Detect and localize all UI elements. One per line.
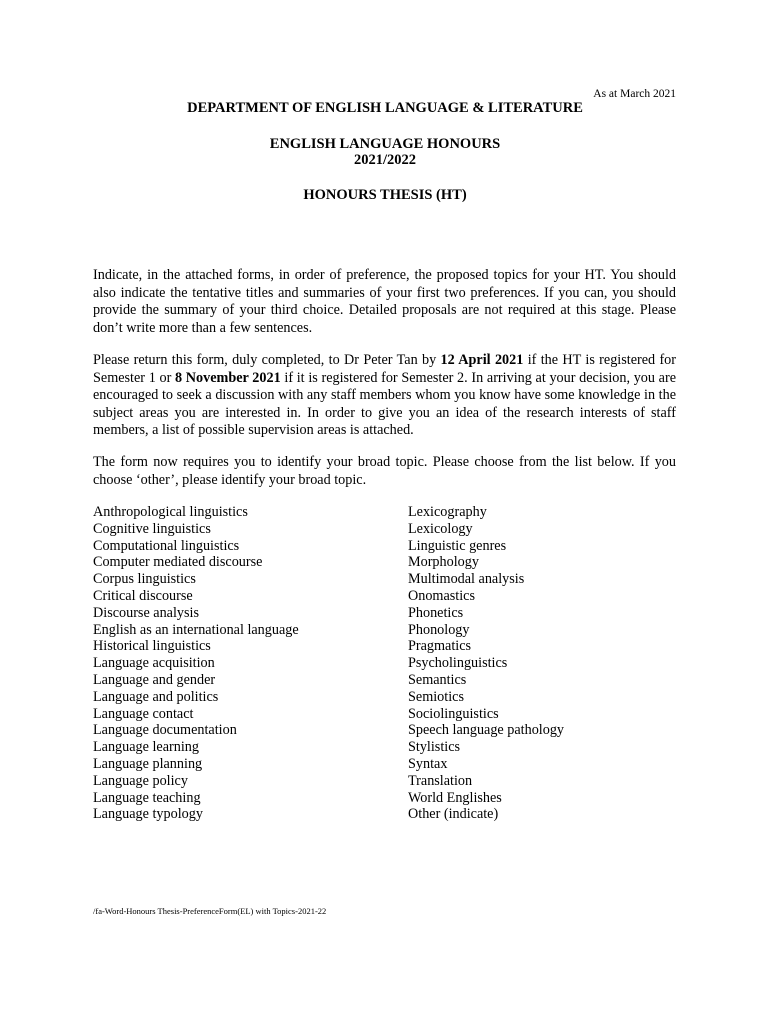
- programme-title: ENGLISH LANGUAGE HONOURS: [269, 136, 501, 152]
- topic-item: Historical linguistics: [93, 638, 211, 655]
- topic-item: Semiotics: [408, 688, 464, 705]
- submission-text-3: if it is registered for Semester 2. In arriving at your decision, you are encouraged to seek a discussion with any staff members whom you know have some knowledge in the subject areas you are interested in. In order to give you an idea of the research interests of staff members, a list of possible supervision areas is attached.: [93, 369, 676, 439]
- thesis-title: HONOURS THESIS (HT): [303, 187, 467, 203]
- semester1-deadline: 12 April 2021: [440, 352, 524, 368]
- topic-list-left: [93, 504, 299, 823]
- topic-item: Language learning: [93, 739, 199, 756]
- topic-item: Computational linguistics: [93, 537, 240, 554]
- topic-item: Language teaching: [93, 789, 201, 806]
- academic-year: 2021/2022: [353, 152, 417, 168]
- topic-item: Psycholinguistics: [408, 655, 508, 672]
- topic-item: Onomastics: [408, 587, 475, 604]
- submission-text-1: Please return this form, duly completed, to Dr Peter Tan by: [93, 352, 441, 368]
- topic-item: Language and gender: [93, 671, 216, 688]
- topic-item: Speech language pathology: [408, 722, 565, 739]
- department-title: DEPARTMENT OF ENGLISH LANGUAGE & LITERATURE: [187, 100, 583, 116]
- topic-item: Language documentation: [93, 722, 237, 739]
- topic-item: Language acquisition: [93, 655, 215, 672]
- topic-item: Semantics: [408, 671, 467, 688]
- topic-item: Language planning: [93, 755, 203, 772]
- topic-item: Computer mediated discourse: [93, 554, 263, 571]
- topic-item: Morphology: [408, 554, 479, 571]
- topic-item: Lexicology: [408, 520, 473, 537]
- topic-item: Discourse analysis: [93, 604, 199, 621]
- topic-item: Language contact: [93, 705, 194, 722]
- topic-item: Phonology: [408, 621, 470, 638]
- topic-instructions-paragraph: The form now requires you to identify your broad topic. Please choose from the list below. If you choose ‘other’, please identify your broad topic.: [93, 454, 676, 488]
- footer-file-path: /fa-Word-Honours Thesis-PreferenceForm(EL) with Topics-2021-22: [93, 906, 327, 916]
- submission-paragraph: [93, 352, 676, 440]
- topic-item: Pragmatics: [408, 638, 472, 655]
- topic-item: Language policy: [93, 772, 188, 789]
- topic-item: Language typology: [93, 806, 203, 823]
- topic-item: Corpus linguistics: [93, 571, 196, 588]
- topic-item: Anthropological linguistics: [93, 504, 248, 520]
- topic-item: Language and politics: [93, 688, 219, 705]
- instructions-paragraph: Indicate, in the attached forms, in order of preference, the proposed topics for your HT. You should also indicate the tentative titles and summaries of your first two preferences. If you can, you should provide the summary of your third choice. Detailed proposals are not required at this stage. Please don’t write more than a few sentences.: [93, 267, 676, 336]
- topic-item: Translation: [408, 772, 473, 789]
- semester2-deadline: 8 November 2021: [175, 369, 281, 386]
- topic-item: Stylistics: [408, 739, 461, 756]
- topic-list-right: [408, 504, 564, 823]
- topic-item: Phonetics: [408, 604, 464, 621]
- topic-item: Lexicography: [408, 504, 487, 520]
- topic-item: World Englishes: [408, 789, 502, 806]
- as-at-date: As at March 2021: [593, 88, 676, 100]
- topic-item: Multimodal analysis: [408, 571, 525, 588]
- submission-text-2: if the HT is registered for Semester 1 or: [93, 352, 676, 386]
- topic-item: Syntax: [408, 755, 448, 772]
- topic-item: Cognitive linguistics: [93, 520, 211, 537]
- topic-item: Critical discourse: [93, 587, 193, 604]
- topic-item: Other (indicate): [408, 806, 499, 823]
- topic-item: English as an international language: [93, 621, 299, 638]
- topic-item: Sociolinguistics: [408, 705, 499, 722]
- topic-item: Linguistic genres: [408, 537, 507, 554]
